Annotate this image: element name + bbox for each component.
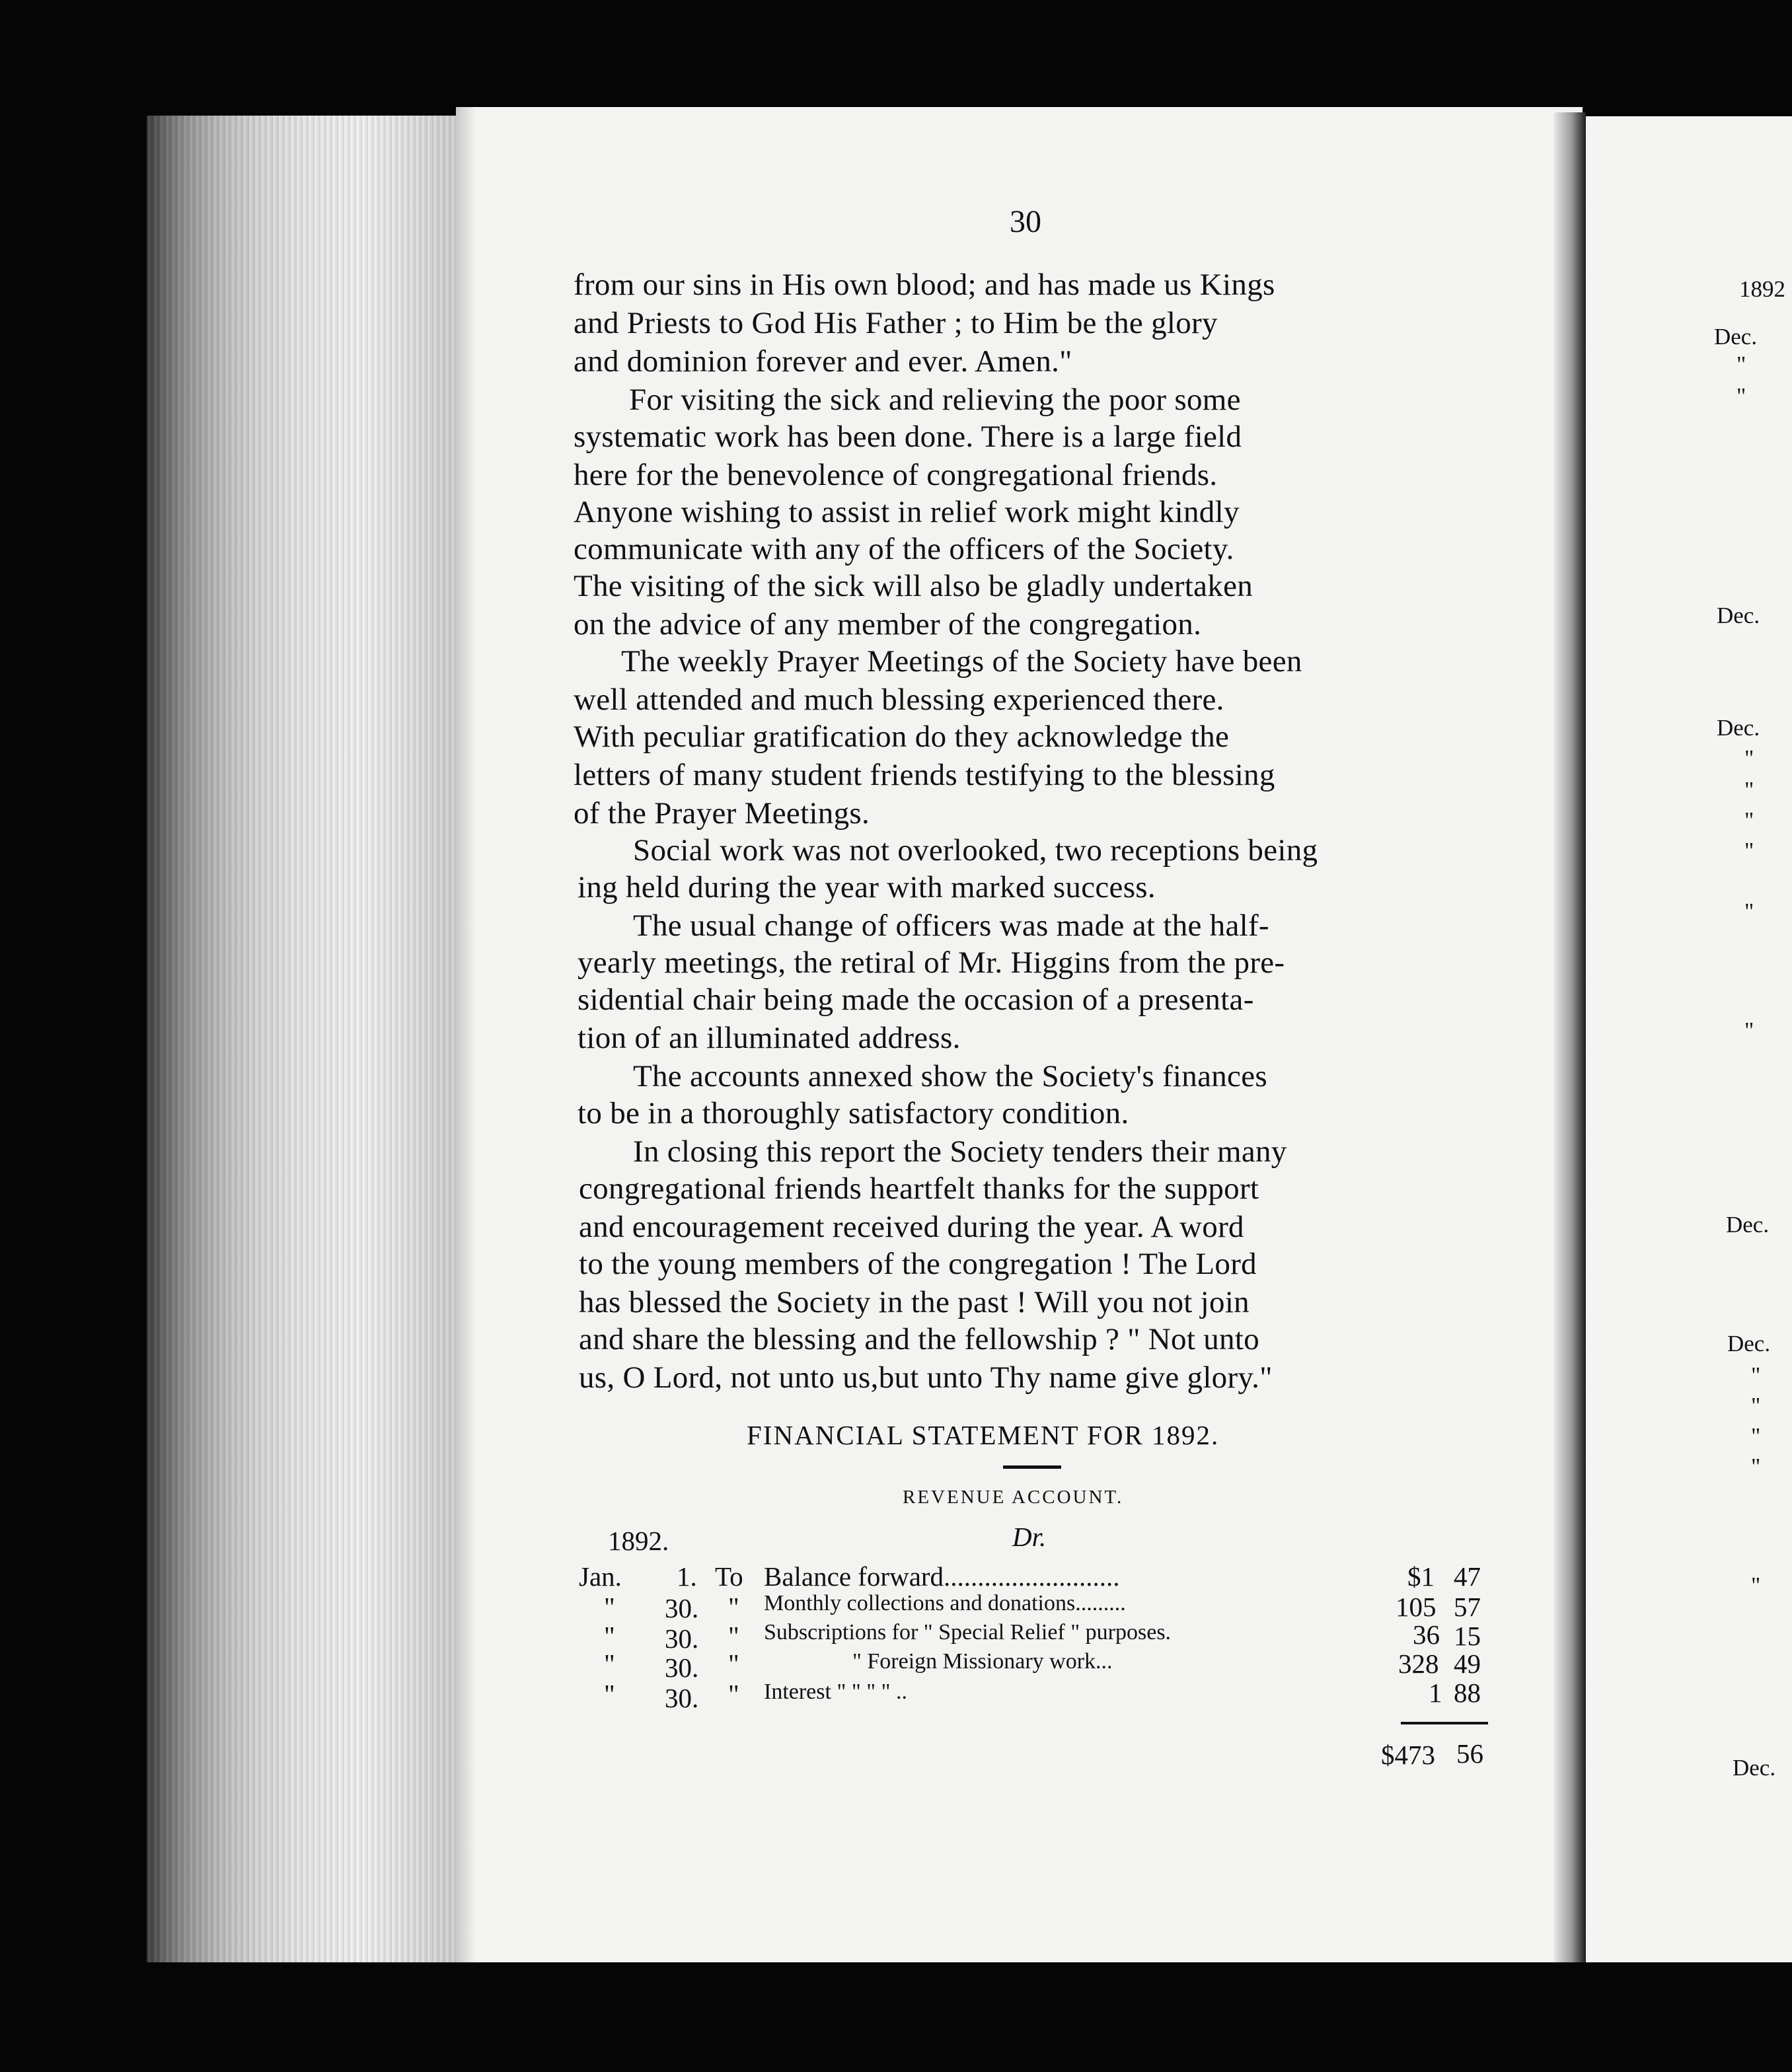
total-rule [1401, 1722, 1488, 1724]
ledger-dollars: 105 [1396, 1592, 1437, 1622]
ledger-to: " [728, 1592, 739, 1622]
body-line: from our sins in His own blood; and has made us Kings [574, 268, 1275, 302]
ledger-day: 1. [677, 1561, 697, 1592]
body-line: has blessed the Society in the past ! Will you not join [579, 1285, 1250, 1319]
right-page-entry: Dec. [1733, 1755, 1776, 1781]
ledger-desc: " Foreign Missionary work... [852, 1649, 1113, 1674]
ledger-day: 30. [665, 1683, 699, 1713]
ledger-dollars: 1 [1429, 1678, 1442, 1708]
ledger-day: 30. [665, 1623, 699, 1654]
ledger-desc: Interest " " " " .. [764, 1680, 907, 1704]
right-page-entry: " [1751, 1572, 1761, 1598]
body-line: on the advice of any member of the congregation. [574, 607, 1202, 642]
body-line: letters of many student friends testifying to the blessing [574, 758, 1275, 792]
ledger-month: " [604, 1679, 615, 1709]
body-line: The weekly Prayer Meetings of the Society have been [621, 644, 1302, 679]
right-page-entry: " [1744, 777, 1754, 803]
revenue-account-title: REVENUE ACCOUNT. [903, 1487, 1124, 1508]
ledger-desc: Balance forward.......................... [764, 1561, 1120, 1592]
ledger-day: 30. [665, 1652, 699, 1683]
ledger-total-dollars: $473 [1381, 1740, 1435, 1770]
ledger-dollars: 328 [1398, 1648, 1439, 1679]
body-line: and dominion forever and ever. Amen." [574, 344, 1072, 379]
body-line: communicate with any of the officers of the Society. [574, 532, 1234, 566]
ledger-month: " [604, 1592, 615, 1622]
body-line: With peculiar gratification do they acknowledge the [574, 720, 1230, 754]
ledger-day: 30. [665, 1593, 699, 1623]
body-line: For visiting the sick and relieving the poor some [629, 383, 1241, 417]
right-page-entry: " [1744, 1018, 1754, 1043]
right-page-entry: Dec. [1717, 715, 1760, 741]
body-line: tion of an illuminated address. [578, 1021, 961, 1055]
ledger-to: " [728, 1648, 739, 1679]
ledger-month: " [604, 1648, 615, 1679]
ledger-cents: 47 [1454, 1561, 1481, 1592]
body-line: ing held during the year with marked success. [578, 870, 1156, 905]
right-page-year: 1892 [1739, 276, 1785, 302]
body-line: The usual change of officers was made at the half- [633, 908, 1269, 943]
right-page-entry: " [1751, 1393, 1761, 1419]
body-line: The accounts annexed show the Society's finances [633, 1059, 1267, 1093]
page-number: 30 [1010, 204, 1041, 239]
ledger-debit-side: Dr. [1012, 1522, 1047, 1552]
book-gutter [1554, 112, 1586, 1962]
body-line: Social work was not overlooked, two receptions being [633, 833, 1318, 868]
ledger-cents: 57 [1454, 1592, 1481, 1622]
right-page-entry: Dec. [1714, 324, 1758, 350]
ledger-month: " [604, 1621, 615, 1651]
body-line: well attended and much blessing experienced there. [574, 683, 1224, 717]
book-page-edges [147, 116, 456, 1962]
body-line: and Priests to God His Father ; to Him be the glory [574, 306, 1218, 340]
ledger-dollars: 36 [1413, 1619, 1440, 1650]
right-page-entry: Dec. [1717, 603, 1760, 628]
ledger-cents: 88 [1454, 1678, 1481, 1708]
right-page-entry: " [1751, 1362, 1761, 1388]
title-rule [1003, 1465, 1061, 1469]
ledger-cents: 15 [1454, 1621, 1481, 1651]
body-line: to the young members of the congregation ! The Lord [579, 1247, 1257, 1281]
body-line: Anyone wishing to assist in relief work might kindly [574, 495, 1240, 529]
right-page-entry: " [1744, 899, 1754, 924]
right-page-entry: Dec. [1726, 1212, 1770, 1238]
right-page-entry: " [1736, 383, 1746, 409]
ledger-month: Jan. [579, 1561, 622, 1592]
right-page-entry: " [1736, 352, 1746, 377]
body-line: congregational friends heartfelt thanks for the support [579, 1171, 1259, 1206]
ledger-to: To [715, 1561, 743, 1592]
ledger-dollars: $1 [1407, 1561, 1435, 1592]
right-page-entry: " [1744, 838, 1754, 864]
ledger-to: " [728, 1621, 739, 1651]
body-line: sidential chair being made the occasion of a presenta- [578, 982, 1254, 1017]
ledger-desc: Subscriptions for " Special Relief " purposes. [764, 1620, 1172, 1645]
ledger-to: " [728, 1679, 739, 1709]
ledger-cents: 49 [1454, 1648, 1481, 1679]
body-line: to be in a thoroughly satisfactory condition. [578, 1096, 1129, 1130]
ledger-desc: Monthly collections and donations......... [764, 1591, 1126, 1615]
right-page-entry: " [1744, 807, 1754, 833]
right-page-entry: " [1751, 1454, 1761, 1479]
right-page [1586, 116, 1792, 1962]
body-line: systematic work has been done. There is a large field [574, 420, 1242, 454]
body-line: The visiting of the sick will also be gladly undertaken [574, 569, 1253, 603]
right-page-entry: Dec. [1727, 1331, 1771, 1356]
body-line: and share the blessing and the fellowship ? " Not unto [579, 1322, 1260, 1356]
body-line: of the Prayer Meetings. [574, 796, 870, 831]
body-line: us, O Lord, not unto us,but unto Thy name give glory." [579, 1360, 1273, 1395]
ledger-total-cents: 56 [1456, 1738, 1483, 1769]
ledger-year: 1892. [608, 1526, 669, 1556]
body-line: here for the benevolence of congregational friends. [574, 458, 1218, 492]
financial-statement-title: FINANCIAL STATEMENT FOR 1892. [747, 1420, 1220, 1450]
body-line: In closing this report the Society tenders their many [633, 1134, 1287, 1169]
body-line: yearly meetings, the retiral of Mr. Higgins from the pre- [578, 945, 1285, 980]
right-page-entry: " [1744, 745, 1754, 771]
body-line: and encouragement received during the year. A word [579, 1210, 1244, 1244]
right-page-entry: " [1751, 1423, 1761, 1449]
